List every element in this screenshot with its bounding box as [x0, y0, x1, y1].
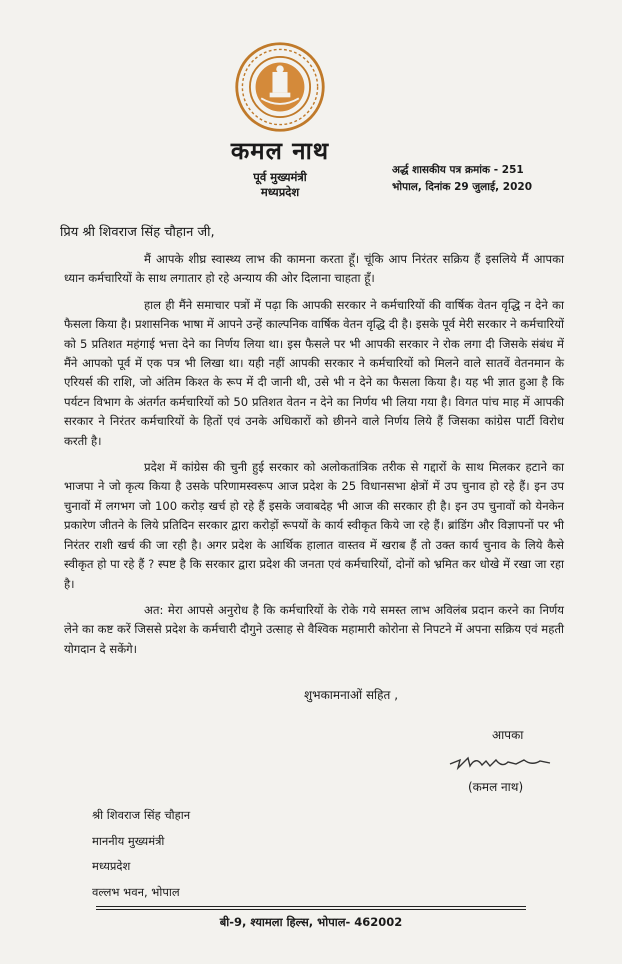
madhya-pradesh-emblem-icon: [233, 40, 327, 134]
letter-body: [64, 250, 564, 666]
signature-scribble-icon: [446, 752, 556, 774]
letter-place-date: भोपाल, दिनांक 29 जुलाई, 2020: [392, 181, 533, 193]
footer-divider-secondary: [96, 909, 526, 910]
closing-line: शुभकामनाओं सहित ,: [304, 688, 399, 702]
footer-address: बी-9, श्यामला हिल्स, भोपाल- 462002: [219, 915, 403, 929]
sender-state: मध्यप्रदेश: [260, 185, 300, 199]
paragraph-4: अत: मेरा आपसे अनुरोध है कि कर्मचारियों के रोके गये समस्त लाभ अविलंब प्रदान करने का निर्णय लेने का कष्ट करें जिससे प्रदेश के कर्मचारी दौगुने उत्साह से वैश्विक महामारी कोरोना से निपटने में अपना सक्रिय एवं महती योगदान दे सकेंगे।: [64, 602, 564, 656]
letter-reference-number: अर्द्ध शासकीय पत्र क्रमांक - 251: [392, 164, 524, 176]
paragraph-3: प्रदेश में कांग्रेस की चुनी हुई सरकार को अलोकतांत्रिक तरीक से गद्दारों के साथ मिलकर हटाने का भाजपा ने जो कृत्य किया है उसके परिणामस्वरूप आज प्रदेश के 25 विधानसभा क्षेत्रों में उप चुनाव हो रहे हैं। इन उप चुनावों में लगभग जो 100 करोड़ खर्च हो रहे हैं इसके जवाबदेह भी आज की सरकार ही है। इन उप चुनावों को येनकेन प्रकारेण जीतने के लिये प्रतिदिन सरकार द्वारा करोड़ों रूपयों के कार्य स्वीकृत किये जा रहे हैं। ब्रांडिंग और विज्ञापनों पर भी निरंतर राशी खर्च की जा रही है। अगर प्रदेश के आर्थिक हालात वास्तव में खराब हैं तो उक्त कार्य चुनाव के लिये कैसे स्वीकृत हो पा रहे हैं ? स्पष्ट है कि सरकार द्वारा प्रदेश की जनता एवं कर्मचारियों, दोनों को भ्रमित कर धोखे में रखा जा रहा है।: [64, 460, 564, 591]
sender-designation: पूर्व मुख्यमंत्री: [253, 170, 307, 184]
signatory-name: (कमल नाथ): [468, 780, 524, 794]
salutation: प्रिय श्री शिवराज सिंह चौहान जी,: [60, 225, 215, 240]
addressee-title: माननीय मुख्यमंत्री: [92, 834, 165, 848]
paragraph-2: हाल ही मैंने समाचार पत्रों में पढ़ा कि आपकी सरकार ने कर्मचारियों की वार्षिक वेतन वृद्धि न देने का फैसला किया है। प्रशासनिक भाषा में आपने उन्हें काल्पनिक वार्षिक वेतन वृद्धि दी है। इसके पूर्व मेरी सरकार ने कर्मचारियों को 5 प्रतिशत महंगाई भत्ता देने का निर्णय लिया था। इस फैसले पर भी आपकी सरकार ने रोक लगा दी जिसके संबंध में मैंने आपको पूर्व में एक पत्र भी लिखा था। यही नहीं आपकी सरकार ने कर्मचारियों को मिलने वाले सातवें वेतनमान के एरियर्स की राशि, जो अंतिम किश्त के रूप में दी जानी थी, उसे भी न देने का फैसला किया है। यह भी ज्ञात हुआ है कि पर्यटन विभाग के अंतर्गत कर्मचारियों को 50 प्रतिशत वेतन न देने का निर्णय भी लिया गया है। विगत पांच माह में आपकी सरकार ने निरंतर कर्मचारियों के हितों एवं उनके अधिकारों को छीनने वाले निर्णय लिये हैं जिसका कांग्रेस पार्टी विरोध करती है।: [64, 297, 564, 448]
paragraph-1: मैं आपके शीघ्र स्वास्थ्य लाभ की कामना करता हूँ। चूंकि आप निरंतर सक्रिय हैं इसलिये मैं आपका ध्यान कर्मचारियों के साथ लगातार हो रहे अन्याय की ओर दिलाना चाहता हूँ।: [64, 252, 564, 286]
addressee-state: मध्यप्रदेश: [92, 859, 131, 873]
yours-line: आपका: [492, 728, 524, 742]
addressee-name: श्री शिवराज सिंह चौहान: [92, 808, 191, 822]
sender-name: कमल नाथ: [230, 137, 330, 165]
footer-divider: [96, 906, 526, 907]
addressee-address: वल्लभ भवन, भोपाल: [92, 885, 180, 899]
